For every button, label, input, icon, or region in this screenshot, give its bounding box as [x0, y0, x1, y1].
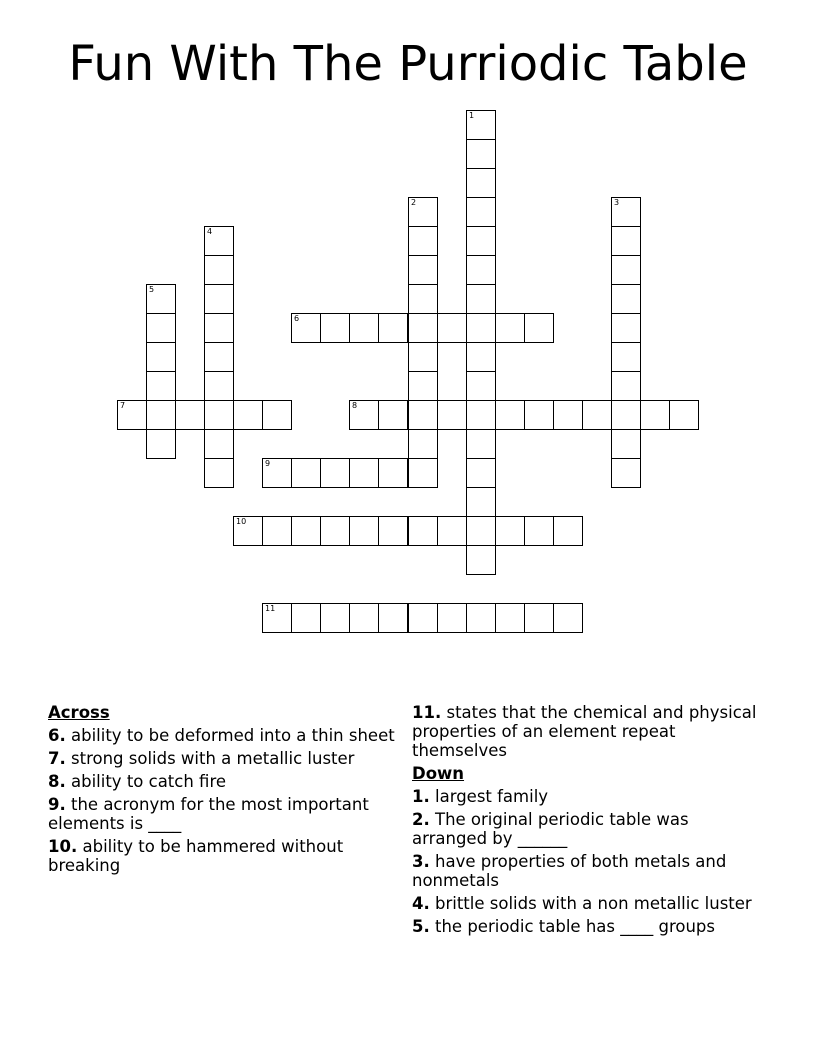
grid-cell[interactable] [408, 197, 438, 227]
grid-cell[interactable] [349, 313, 379, 343]
grid-cell[interactable] [291, 458, 321, 488]
grid-cell[interactable] [466, 255, 496, 285]
grid-cell[interactable] [466, 516, 496, 546]
grid-cell[interactable] [204, 371, 234, 401]
clue-text: largest family [435, 787, 549, 806]
cell-number: 10 [236, 517, 247, 526]
grid-cell[interactable] [349, 400, 379, 430]
clue-across-8 [48, 772, 398, 791]
clue-number: 3. [412, 852, 430, 871]
grid-cell[interactable] [611, 197, 641, 227]
grid-cell[interactable] [146, 342, 176, 372]
clue-down-1 [412, 787, 762, 806]
clue-text: have properties of both metals and nonmetals [412, 852, 727, 890]
grid-cell[interactable] [437, 313, 467, 343]
grid-cell[interactable] [466, 487, 496, 517]
clue-number: 4. [412, 894, 430, 913]
clue-down-5 [412, 917, 762, 936]
grid-cell[interactable] [524, 400, 554, 430]
grid-cell[interactable] [495, 603, 525, 633]
grid-cell[interactable] [175, 400, 205, 430]
grid-cell[interactable] [466, 110, 496, 140]
grid-cell[interactable] [204, 226, 234, 256]
grid-cell[interactable] [408, 603, 438, 633]
grid-cell[interactable] [408, 342, 438, 372]
grid-cell[interactable] [320, 313, 350, 343]
grid-cell[interactable] [466, 226, 496, 256]
grid-cell[interactable] [408, 313, 438, 343]
clue-number: 2. [412, 810, 430, 829]
grid-cell[interactable] [408, 516, 438, 546]
cell-number: 6 [294, 314, 300, 323]
cell-number: 2 [411, 198, 417, 207]
grid-cell[interactable] [378, 458, 408, 488]
grid-cell[interactable] [262, 458, 292, 488]
page-title: Fun With The Purriodic Table [68, 36, 748, 92]
down-heading: Down [412, 764, 465, 783]
grid-cell[interactable] [262, 603, 292, 633]
grid-cell[interactable] [146, 400, 176, 430]
grid-cell[interactable] [611, 226, 641, 256]
grid-cell[interactable] [437, 603, 467, 633]
cell-number: 11 [265, 604, 276, 613]
cell-number: 7 [120, 401, 126, 410]
clue-down-2 [412, 810, 762, 848]
clue-number: 6. [48, 726, 66, 745]
grid-cell[interactable] [408, 226, 438, 256]
grid-cell[interactable] [408, 371, 438, 401]
grid-cell[interactable] [466, 139, 496, 169]
grid-cell[interactable] [349, 603, 379, 633]
grid-cell[interactable] [466, 168, 496, 198]
grid-cell[interactable] [146, 284, 176, 314]
clue-number: 9. [48, 795, 66, 814]
grid-cell[interactable] [408, 400, 438, 430]
clue-across-11 [412, 703, 762, 760]
grid-cell[interactable] [611, 371, 641, 401]
grid-cell[interactable] [524, 313, 554, 343]
grid-cell[interactable] [117, 400, 147, 430]
cell-number: 5 [149, 285, 155, 294]
grid-cell[interactable] [437, 516, 467, 546]
grid-cell[interactable] [291, 313, 321, 343]
cell-number: 8 [352, 401, 358, 410]
grid-cell[interactable] [466, 371, 496, 401]
grid-cell[interactable] [378, 516, 408, 546]
grid-cell[interactable] [291, 516, 321, 546]
grid-cell[interactable] [204, 458, 234, 488]
grid-cell[interactable] [466, 313, 496, 343]
grid-cell[interactable] [611, 284, 641, 314]
grid-cell[interactable] [466, 197, 496, 227]
grid-cell[interactable] [320, 603, 350, 633]
clue-across-9 [48, 795, 398, 833]
grid-cell[interactable] [466, 545, 496, 575]
grid-cell[interactable] [291, 603, 321, 633]
grid-cell[interactable] [378, 313, 408, 343]
grid-cell[interactable] [146, 429, 176, 459]
grid-cell[interactable] [611, 458, 641, 488]
grid-cell[interactable] [611, 342, 641, 372]
grid-cell[interactable] [553, 400, 583, 430]
grid-cell[interactable] [146, 371, 176, 401]
grid-cell[interactable] [408, 255, 438, 285]
grid-cell[interactable] [611, 313, 641, 343]
grid-cell[interactable] [262, 400, 292, 430]
clue-text: The original periodic table was arranged by ______ [412, 810, 689, 848]
clue-across-6 [48, 726, 398, 745]
clue-text: strong solids with a metallic luster [71, 749, 355, 768]
clue-number: 11. [412, 703, 442, 722]
grid-cell[interactable] [524, 603, 554, 633]
grid-cell[interactable] [349, 458, 379, 488]
clue-text: the periodic table has ____ groups [435, 917, 715, 936]
clues-left-column [48, 703, 398, 879]
clue-text: states that the chemical and physical properties of an element repeat themselves [412, 703, 757, 760]
clue-number: 5. [412, 917, 430, 936]
cell-number: 9 [265, 459, 271, 468]
grid-cell[interactable] [611, 255, 641, 285]
grid-cell[interactable] [495, 313, 525, 343]
across-heading: Across [48, 703, 110, 722]
grid-cell[interactable] [466, 458, 496, 488]
grid-cell[interactable] [233, 516, 263, 546]
grid-cell[interactable] [437, 400, 467, 430]
clue-number: 7. [48, 749, 66, 768]
grid-cell[interactable] [466, 429, 496, 459]
grid-cell[interactable] [233, 400, 263, 430]
clue-text: ability to catch fire [71, 772, 227, 791]
grid-cell[interactable] [611, 400, 641, 430]
clue-down-3 [412, 852, 762, 890]
clue-text: the acronym for the most important elements is ____ [48, 795, 369, 833]
clue-number: 8. [48, 772, 66, 791]
grid-cell[interactable] [640, 400, 670, 430]
grid-cell[interactable] [611, 429, 641, 459]
clue-across-7 [48, 749, 398, 768]
grid-cell[interactable] [262, 516, 292, 546]
grid-cell[interactable] [320, 516, 350, 546]
grid-cell[interactable] [349, 516, 379, 546]
cell-number: 1 [469, 111, 475, 120]
grid-cell[interactable] [204, 342, 234, 372]
clue-text: ability to be hammered without breaking [48, 837, 344, 875]
grid-cell[interactable] [378, 603, 408, 633]
clue-number: 10. [48, 837, 78, 856]
grid-cell[interactable] [320, 458, 350, 488]
grid-cell[interactable] [524, 516, 554, 546]
clue-across-10 [48, 837, 398, 875]
grid-cell[interactable] [466, 400, 496, 430]
clues-right-column [412, 703, 762, 940]
grid-cell[interactable] [204, 313, 234, 343]
grid-cell[interactable] [466, 603, 496, 633]
grid-cell[interactable] [408, 458, 438, 488]
grid-cell[interactable] [378, 400, 408, 430]
grid-cell[interactable] [466, 284, 496, 314]
grid-cell[interactable] [204, 400, 234, 430]
grid-cell[interactable] [553, 603, 583, 633]
grid-cell[interactable] [408, 284, 438, 314]
grid-cell[interactable] [669, 400, 699, 430]
grid-cell[interactable] [204, 284, 234, 314]
grid-cell[interactable] [466, 342, 496, 372]
grid-cell[interactable] [204, 429, 234, 459]
cell-number: 4 [207, 227, 213, 236]
cell-number: 3 [614, 198, 620, 207]
clue-number: 1. [412, 787, 430, 806]
grid-cell[interactable] [582, 400, 612, 430]
grid-cell[interactable] [495, 400, 525, 430]
clue-text: ability to be deformed into a thin sheet [71, 726, 395, 745]
clue-down-4 [412, 894, 762, 913]
grid-cell[interactable] [204, 255, 234, 285]
grid-cell[interactable] [553, 516, 583, 546]
grid-cell[interactable] [408, 429, 438, 459]
clue-text: brittle solids with a non metallic luster [435, 894, 752, 913]
grid-cell[interactable] [495, 516, 525, 546]
grid-cell[interactable] [146, 313, 176, 343]
